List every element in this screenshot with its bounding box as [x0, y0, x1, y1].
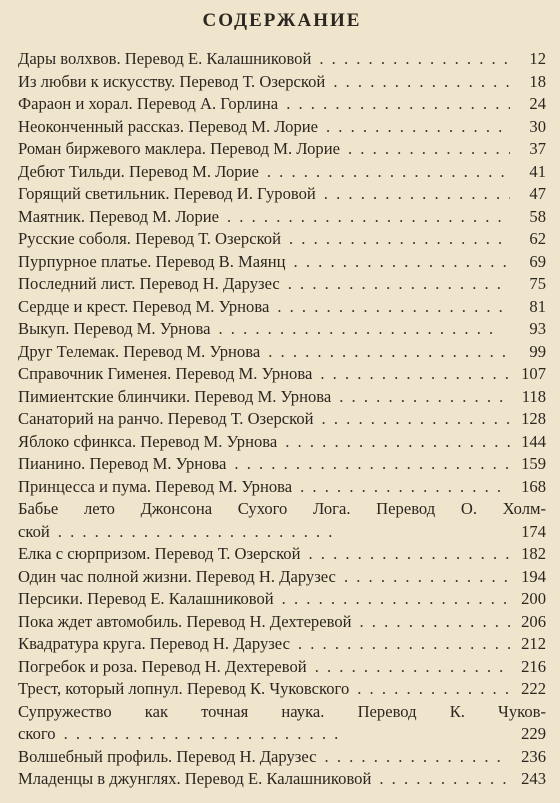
- page-number: 58: [529, 206, 546, 226]
- toc-entry: [18, 611, 546, 634]
- entry-title: Дебют Тильди. Перевод М. Лорие: [18, 161, 259, 181]
- page-number: 174: [521, 521, 546, 541]
- page-number: 69: [529, 251, 546, 271]
- toc-list: [18, 48, 546, 791]
- dot-leader: [269, 296, 510, 319]
- entry-title: Выкуп. Перевод М. Урнова: [18, 319, 211, 338]
- entry-title: Дары волхвов. Перевод Е. Калашниковой: [18, 49, 312, 68]
- dot-leader: [274, 588, 510, 611]
- dot-leader: [317, 746, 510, 769]
- entry-title: Пианино. Перевод М. Урнова: [18, 454, 227, 473]
- entry-title: Волшебный профиль. Перевод Н. Дарузес: [18, 746, 317, 766]
- entry-title: Справочник Гименея. Перевод М. Урнова: [18, 364, 313, 383]
- dot-leader: [259, 161, 510, 184]
- page-number: 206: [521, 611, 546, 631]
- page-number: 236: [521, 746, 546, 766]
- page-number: 144: [521, 431, 546, 451]
- page-number: 93: [529, 319, 546, 338]
- page-number: 159: [521, 454, 546, 473]
- page-number: 75: [529, 274, 546, 293]
- dot-leader: [290, 633, 510, 656]
- page-number: 12: [529, 49, 546, 68]
- entry-title: Роман биржевого маклера. Перевод М. Лорие: [18, 139, 340, 158]
- dot-leader: [307, 656, 510, 679]
- toc-entry: [18, 476, 546, 499]
- toc-entry: [18, 386, 546, 409]
- page-number: 229: [521, 724, 546, 743]
- toc-entry: [18, 453, 546, 476]
- entry-title: Горящий светильник. Перевод И. Гуровой: [18, 184, 316, 203]
- page-number: 118: [521, 386, 546, 406]
- toc-entry: [18, 273, 546, 296]
- entry-title: Маятник. Перевод М. Лорие: [18, 206, 219, 226]
- dot-leader: [210, 318, 510, 341]
- dot-leader: [226, 453, 510, 476]
- entry-title: Один час полной жизни. Перевод Н. Дарузес: [18, 566, 336, 586]
- entry-title: Фараон и хорал. Перевод А. Горлина: [18, 94, 279, 113]
- page-number: 168: [521, 476, 546, 496]
- dot-leader: [56, 723, 510, 746]
- page-number: 81: [529, 296, 546, 316]
- dot-leader: [371, 768, 510, 791]
- entry-title: Санаторий на ранчо. Перевод Т. Озерской: [18, 409, 314, 428]
- toc-entry: [18, 228, 546, 251]
- toc-entry: [18, 701, 546, 746]
- page-number: 18: [529, 71, 546, 91]
- dot-leader: [318, 116, 510, 139]
- dot-leader: [292, 476, 510, 499]
- page-number: 243: [521, 769, 546, 788]
- entry-title: Елка с сюрпризом. Перевод Т. Озерской: [18, 544, 301, 563]
- toc-entry: [18, 251, 546, 274]
- entry-title: Пока ждет автомобиль. Перевод Н. Дехтеревой: [18, 611, 352, 631]
- dot-leader: [336, 566, 510, 589]
- entry-title: Русские соболя. Перевод Т. Озерской: [18, 229, 281, 248]
- dot-leader: [277, 431, 510, 454]
- entry-title: Из любви к искусству. Перевод Т. Озерской: [18, 71, 326, 91]
- entry-title: Квадратура круга. Перевод Н. Дарузес: [18, 634, 290, 653]
- page-number: 200: [521, 589, 546, 608]
- toc-entry: [18, 296, 546, 319]
- dot-leader: [311, 48, 510, 71]
- toc-entry: [18, 498, 546, 543]
- entry-title: Трест, который лопнул. Перевод К. Чуковского: [18, 679, 350, 698]
- page-number: 47: [529, 184, 546, 203]
- entry-title: Неоконченный рассказ. Перевод М. Лорие: [18, 116, 318, 136]
- page-number: 62: [529, 229, 546, 248]
- entry-title: Пурпурное платье. Перевод В. Маянц: [18, 251, 286, 271]
- entry-title: Последний лист. Перевод Н. Дарузес: [18, 274, 280, 293]
- dot-leader: [281, 228, 510, 251]
- page-number: 107: [521, 364, 546, 383]
- dot-leader: [316, 183, 510, 206]
- entry-title: Сердце и крест. Перевод М. Урнова: [18, 296, 270, 316]
- page-number: 37: [529, 139, 546, 158]
- toc-entry: [18, 543, 546, 566]
- dot-leader: [286, 251, 510, 274]
- toc-entry: [18, 768, 546, 791]
- toc-entry: [18, 93, 546, 116]
- toc-entry: [18, 48, 546, 71]
- dot-leader: [219, 206, 510, 229]
- toc-entry: [18, 566, 546, 589]
- entry-title-continuation: ской: [18, 521, 50, 541]
- toc-entry: [18, 206, 546, 229]
- toc-entry: [18, 408, 546, 431]
- entry-title: Яблоко сфинкса. Перевод М. Урнова: [18, 431, 278, 451]
- toc-entry: [18, 318, 546, 341]
- entry-title: Младенцы в джунглях. Перевод Е. Калашниковой: [18, 769, 372, 788]
- toc-entry: [18, 431, 546, 454]
- dot-leader: [314, 408, 510, 431]
- dot-leader: [352, 611, 511, 634]
- entry-title: Супружество как точная наука. Перевод К. Чуков-: [18, 701, 546, 721]
- page-number: 194: [521, 566, 546, 586]
- page-number: 24: [529, 94, 546, 113]
- toc-entry: [18, 71, 546, 94]
- dot-leader: [349, 678, 510, 701]
- toc-entry: [18, 746, 546, 769]
- page-number: 182: [521, 544, 546, 563]
- dot-leader: [331, 386, 510, 409]
- page-number: 222: [521, 679, 546, 698]
- toc-entry: [18, 588, 546, 611]
- entry-title: Пимиентские блинчики. Перевод М. Урнова: [18, 386, 332, 406]
- page-number: 128: [521, 409, 546, 428]
- dot-leader: [325, 71, 510, 94]
- dot-leader: [340, 138, 510, 161]
- dot-leader: [260, 341, 510, 364]
- dot-leader: [50, 521, 510, 544]
- page-title: СОДЕРЖАНИЕ: [202, 10, 362, 31]
- toc-entry: [18, 138, 546, 161]
- page-number: 99: [529, 341, 546, 361]
- toc-entry: [18, 341, 546, 364]
- dot-leader: [278, 93, 510, 116]
- dot-leader: [312, 363, 510, 386]
- entry-title: Друг Телемак. Перевод М. Урнова: [18, 341, 261, 361]
- entry-title: Персики. Перевод Е. Калашниковой: [18, 589, 274, 608]
- page-number: 41: [529, 161, 546, 181]
- toc-entry: [18, 116, 546, 139]
- page-number: 30: [529, 116, 546, 136]
- entry-title: Бабье лето Джонсона Сухого Лога. Перевод О. Холм-: [18, 499, 546, 518]
- entry-title-continuation: ского: [18, 724, 56, 743]
- page-number: 216: [521, 656, 546, 676]
- toc-entry: [18, 161, 546, 184]
- toc-entry: [18, 633, 546, 656]
- entry-title: Погребок и роза. Перевод Н. Дехтеревой: [18, 656, 307, 676]
- entry-title: Принцесса и пума. Перевод М. Урнова: [18, 476, 293, 496]
- dot-leader: [300, 543, 510, 566]
- page-number: 212: [521, 634, 546, 653]
- toc-entry: [18, 363, 546, 386]
- dot-leader: [280, 273, 510, 296]
- toc-entry: [18, 678, 546, 701]
- toc-entry: [18, 183, 546, 206]
- toc-entry: [18, 656, 546, 679]
